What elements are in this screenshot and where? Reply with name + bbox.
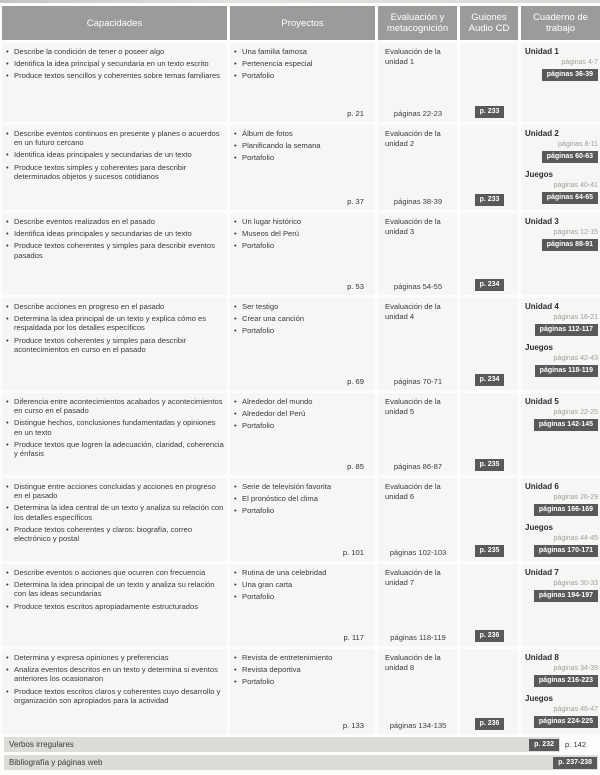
capacidad-item-text: Describe eventos o acciones que ocurren con frecuencia bbox=[14, 568, 206, 577]
proyecto-item bbox=[234, 153, 372, 162]
capacidad-item bbox=[6, 580, 224, 598]
evaluacion-pages: páginas 86-87 bbox=[393, 462, 443, 471]
capacidad-item bbox=[6, 665, 224, 683]
unit-row bbox=[2, 125, 599, 210]
cuaderno-cell bbox=[521, 298, 600, 390]
juegos-paginas-badge: páginas 64-65 bbox=[542, 192, 598, 204]
evaluacion-cell bbox=[378, 298, 457, 390]
cuaderno-cell bbox=[521, 43, 600, 122]
unit-row bbox=[2, 213, 599, 295]
evaluacion-cell bbox=[378, 43, 457, 122]
capacidades-cell bbox=[2, 125, 227, 210]
bullet-icon: • bbox=[234, 326, 237, 336]
bullet-icon: • bbox=[6, 129, 9, 138]
proyecto-item-text: Portafolio bbox=[242, 71, 275, 81]
bullet-icon: • bbox=[234, 229, 237, 239]
evaluacion-label: Evaluación de la unidad 6 bbox=[385, 482, 441, 501]
unit-row bbox=[2, 43, 599, 122]
capacidad-item bbox=[6, 503, 224, 521]
capacidad-item bbox=[6, 47, 224, 56]
cuaderno-paginas: páginas 16-21 bbox=[553, 314, 598, 321]
juegos-label: Juegos bbox=[525, 523, 554, 532]
bullet-icon: • bbox=[234, 129, 237, 138]
proyecto-item bbox=[234, 665, 372, 674]
proyecto-item-text: Portafolio bbox=[242, 326, 275, 336]
capacidades-list bbox=[6, 397, 224, 461]
evaluacion-label: Evaluación de la unidad 7 bbox=[385, 568, 441, 587]
bullet-icon: • bbox=[6, 418, 9, 428]
proyecto-item-text: Revista de entretenimiento bbox=[242, 653, 333, 662]
proyectos-list bbox=[234, 47, 372, 84]
guiones-audio-cd-cell bbox=[460, 213, 518, 295]
capacidad-item-text: Describe la condición de tener o poseer algo bbox=[14, 47, 165, 56]
bullet-icon: • bbox=[6, 568, 9, 577]
proyectos-page-number: p. 53 bbox=[347, 282, 364, 291]
proyecto-item-text: Museos del Perú bbox=[242, 229, 299, 239]
proyecto-item bbox=[234, 141, 372, 150]
proyecto-item bbox=[234, 653, 372, 662]
bullet-icon: • bbox=[234, 653, 237, 662]
capacidades-list bbox=[6, 302, 224, 357]
bullet-icon: • bbox=[234, 217, 237, 226]
juegos-paginas: páginas 46-47 bbox=[553, 706, 598, 713]
evaluacion-pages: páginas 70-71 bbox=[393, 377, 443, 386]
capacidades-cell bbox=[2, 43, 227, 122]
capacidad-item bbox=[6, 418, 224, 436]
proyecto-item bbox=[234, 421, 372, 430]
evaluacion-label: Evaluación de la unidad 4 bbox=[385, 302, 441, 321]
capacidades-cell bbox=[2, 213, 227, 295]
bullet-icon: • bbox=[234, 665, 237, 675]
proyecto-item bbox=[234, 47, 372, 56]
capacidad-item-text: Distingue hechos, conclusiones fundamentadas y opiniones en un texto bbox=[14, 418, 216, 437]
evaluacion-pages: páginas 118-119 bbox=[390, 633, 446, 642]
cuaderno-unidad-label: Unidad 5 bbox=[525, 397, 559, 406]
capacidad-item bbox=[6, 525, 224, 543]
capacidad-item bbox=[6, 653, 224, 662]
cuaderno-paginas-badge: páginas 60-63 bbox=[542, 151, 598, 163]
evaluacion-cell bbox=[378, 564, 457, 646]
proyecto-item bbox=[234, 241, 372, 250]
bullet-icon: • bbox=[6, 229, 9, 239]
evaluacion-cell bbox=[378, 213, 457, 295]
capacidad-item bbox=[6, 163, 224, 181]
capacidad-item-text: Produce textos coherentes y simples para describir eventos pasados bbox=[14, 241, 215, 260]
proyecto-item bbox=[234, 71, 372, 80]
bullet-icon: • bbox=[6, 59, 9, 69]
proyecto-item-text: Álbum de fotos bbox=[242, 129, 293, 138]
proyecto-item-text: Ser testigo bbox=[242, 302, 279, 311]
guiones-audio-cd-cell bbox=[460, 393, 518, 475]
evaluacion-pages: páginas 102-103 bbox=[389, 548, 447, 557]
bullet-icon: • bbox=[6, 150, 9, 160]
column-header-evaluacion: Evaluación y metacognición bbox=[378, 6, 457, 40]
capacidad-item-text: Determina y expresa opiniones y preferencias bbox=[14, 653, 169, 662]
bullet-icon: • bbox=[6, 217, 9, 226]
bullet-icon: • bbox=[6, 601, 9, 611]
proyectos-page-number: p. 117 bbox=[343, 633, 364, 642]
guiones-audio-cd-cell bbox=[460, 649, 518, 734]
guiones-audio-cd-cell bbox=[460, 564, 518, 646]
proyectos-cell bbox=[230, 43, 375, 122]
proyectos-cell bbox=[230, 393, 375, 475]
proyectos-list bbox=[234, 653, 372, 690]
footer-row-bibliografia bbox=[4, 755, 598, 770]
juegos-paginas: páginas 44-45 bbox=[553, 535, 598, 542]
capacidad-item-text: Produce textos simples y coherentes para describir determinados objetos y sucesos cotidianos bbox=[14, 162, 187, 181]
bullet-icon: • bbox=[234, 59, 237, 69]
bullet-icon: • bbox=[234, 302, 237, 311]
capacidad-item bbox=[6, 440, 224, 458]
cuaderno-unidad-label: Unidad 8 bbox=[525, 653, 559, 662]
verbos-irregulares-extra-page: p. 142 bbox=[565, 740, 587, 749]
cuaderno-paginas-badge: páginas 36-39 bbox=[542, 69, 598, 81]
cuaderno-cell bbox=[521, 393, 600, 475]
bullet-icon: • bbox=[6, 482, 9, 491]
proyecto-item-text: Portafolio bbox=[242, 506, 275, 516]
proyectos-list bbox=[234, 302, 372, 339]
capacidades-list bbox=[6, 653, 224, 708]
capacidad-item bbox=[6, 314, 224, 332]
capacidad-item bbox=[6, 336, 224, 354]
proyecto-item bbox=[234, 326, 372, 335]
capacidad-item-text: Produce textos escritos apropiadamente estructurados bbox=[14, 601, 199, 611]
capacidad-item-text: Identifica la idea principal y secundaria en un texto escrito bbox=[14, 59, 209, 69]
proyectos-page-number: p. 37 bbox=[347, 197, 364, 206]
proyecto-item bbox=[234, 568, 372, 577]
evaluacion-label: Evaluación de la unidad 3 bbox=[385, 217, 441, 236]
evaluacion-label: Evaluación de la unidad 2 bbox=[385, 129, 441, 148]
bullet-icon: • bbox=[234, 409, 237, 419]
proyectos-list bbox=[234, 217, 372, 254]
audio-cd-page-badge: p. 234 bbox=[475, 374, 505, 386]
capacidad-item bbox=[6, 687, 224, 705]
proyecto-item bbox=[234, 494, 372, 503]
bullet-icon: • bbox=[234, 153, 237, 163]
evaluacion-cell bbox=[378, 649, 457, 734]
audio-cd-page-badge: p. 235 bbox=[475, 545, 505, 557]
cuaderno-cell bbox=[521, 478, 600, 561]
cuaderno-unidad-label: Unidad 6 bbox=[525, 482, 559, 491]
bullet-icon: • bbox=[234, 241, 237, 251]
capacidad-item bbox=[6, 482, 224, 500]
proyectos-page-number: p. 69 bbox=[347, 377, 364, 386]
bullet-icon: • bbox=[6, 71, 9, 81]
audio-cd-page-badge: p. 235 bbox=[475, 459, 505, 471]
proyectos-list bbox=[234, 129, 372, 166]
proyectos-cell bbox=[230, 649, 375, 734]
cuaderno-paginas-badge: páginas 142-145 bbox=[534, 419, 598, 431]
bullet-icon: • bbox=[6, 503, 9, 513]
capacidades-cell bbox=[2, 649, 227, 734]
capacidad-item bbox=[6, 397, 224, 415]
bullet-icon: • bbox=[234, 71, 237, 81]
proyecto-item bbox=[234, 314, 372, 323]
proyecto-item-text: Alrededor del mundo bbox=[242, 397, 313, 406]
capacidad-item-text: Determina la idea central de un texto y analiza su relación con los detalles específicos bbox=[14, 503, 224, 522]
proyectos-cell bbox=[230, 125, 375, 210]
unit-row bbox=[2, 478, 599, 561]
proyectos-list bbox=[234, 568, 372, 605]
proyecto-item-text: El pronóstico del clima bbox=[242, 494, 318, 504]
bullet-icon: • bbox=[234, 314, 237, 324]
capacidad-item-text: Describe eventos realizados en el pasado bbox=[14, 217, 155, 226]
bibliografia-badge: p. 237-238 bbox=[553, 757, 597, 769]
scan-edge-artifact bbox=[0, 0, 600, 3]
column-header-capacidades: Capacidades bbox=[2, 6, 227, 40]
bullet-icon: • bbox=[234, 580, 237, 590]
proyectos-page-number: p. 21 bbox=[347, 109, 364, 118]
bullet-icon: • bbox=[234, 47, 237, 56]
proyecto-item-text: Planificando la semana bbox=[242, 141, 321, 151]
proyectos-page-number: p. 101 bbox=[342, 548, 364, 557]
bullet-icon: • bbox=[234, 397, 237, 406]
cuaderno-paginas-badge: páginas 88-91 bbox=[542, 239, 598, 251]
bullet-icon: • bbox=[6, 439, 9, 449]
evaluacion-pages: páginas 54-55 bbox=[393, 282, 443, 291]
capacidades-list bbox=[6, 217, 224, 263]
evaluacion-cell bbox=[378, 125, 457, 210]
proyectos-cell bbox=[230, 564, 375, 646]
cuaderno-paginas-badge: páginas 194-197 bbox=[534, 590, 598, 602]
unit-rows-container bbox=[2, 43, 599, 734]
proyectos-list bbox=[234, 397, 372, 434]
cuaderno-paginas: páginas 22-25 bbox=[553, 409, 598, 416]
bullet-icon: • bbox=[6, 335, 9, 345]
audio-cd-page-badge: p. 233 bbox=[475, 106, 505, 118]
unit-row bbox=[2, 393, 599, 475]
cuaderno-unidad-label: Unidad 3 bbox=[525, 217, 559, 226]
cuaderno-paginas: páginas 8-11 bbox=[558, 141, 598, 148]
cuaderno-paginas-badge: páginas 216-223 bbox=[534, 675, 598, 687]
proyectos-page-number: p. 85 bbox=[347, 462, 364, 471]
proyecto-item-text: Una gran carta bbox=[242, 580, 293, 590]
footer-row-verbos-irregulares bbox=[4, 737, 598, 752]
proyecto-item-text: Rutina de una celebridad bbox=[242, 568, 327, 577]
proyectos-list bbox=[234, 482, 372, 519]
proyectos-page-number: p. 133 bbox=[342, 721, 364, 730]
table-header-row bbox=[2, 6, 599, 40]
cuaderno-paginas: páginas 26-29 bbox=[553, 494, 598, 501]
proyecto-item bbox=[234, 217, 372, 226]
proyecto-item-text: Portafolio bbox=[242, 592, 275, 602]
capacidad-item-text: Produce textos que logren la adecuación, claridad, coherencia y énfasis bbox=[14, 439, 224, 459]
proyectos-cell bbox=[230, 213, 375, 295]
guiones-audio-cd-cell bbox=[460, 125, 518, 210]
cuaderno-cell bbox=[521, 213, 600, 295]
column-header-guiones-audio-cd: Guiones Audio CD bbox=[460, 6, 518, 40]
evaluacion-pages: páginas 38-39 bbox=[393, 197, 443, 206]
proyecto-item-text: Portafolio bbox=[242, 677, 275, 687]
capacidad-item bbox=[6, 302, 224, 311]
cuaderno-paginas: páginas 12-15 bbox=[553, 229, 598, 236]
proyecto-item bbox=[234, 482, 372, 491]
bullet-icon: • bbox=[6, 524, 9, 534]
audio-cd-page-badge: p. 236 bbox=[475, 718, 505, 730]
proyecto-item-text: Un lugar histórico bbox=[242, 217, 302, 226]
bullet-icon: • bbox=[234, 494, 237, 504]
capacidad-item-text: Produce textos coherentes y claros: biografía, correo electrónico y postal bbox=[14, 524, 193, 544]
cuaderno-cell bbox=[521, 564, 600, 646]
evaluacion-label: Evaluación de la unidad 5 bbox=[385, 397, 441, 416]
cuaderno-unidad-label: Unidad 1 bbox=[525, 47, 559, 56]
bullet-icon: • bbox=[6, 653, 9, 662]
bullet-icon: • bbox=[6, 397, 9, 406]
bullet-icon: • bbox=[6, 302, 9, 311]
bullet-icon: • bbox=[234, 141, 237, 151]
capacidades-cell bbox=[2, 298, 227, 390]
juegos-paginas-badge: páginas 170-171 bbox=[534, 545, 598, 557]
bullet-icon: • bbox=[234, 677, 237, 687]
verbos-irregulares-label: Verbos irregulares bbox=[9, 740, 74, 749]
evaluacion-cell bbox=[378, 393, 457, 475]
proyecto-item-text: Una familia famosa bbox=[242, 47, 307, 56]
capacidades-cell bbox=[2, 393, 227, 475]
verbos-irregulares-band bbox=[4, 737, 560, 752]
proyecto-item-text: Portafolio bbox=[242, 153, 275, 163]
capacidad-item bbox=[6, 71, 224, 80]
proyecto-item bbox=[234, 129, 372, 138]
audio-cd-page-badge: p. 234 bbox=[475, 279, 505, 291]
capacidad-item bbox=[6, 150, 224, 159]
juegos-paginas: páginas 40-41 bbox=[553, 182, 598, 189]
capacidad-item bbox=[6, 59, 224, 68]
juegos-paginas-badge: páginas 224-225 bbox=[534, 716, 598, 728]
capacidad-item bbox=[6, 241, 224, 259]
bullet-icon: • bbox=[6, 314, 9, 324]
proyecto-item bbox=[234, 409, 372, 418]
unit-row bbox=[2, 649, 599, 734]
capacidad-item-text: Diferencia entre acontecimientos acabados y acontecimientos en curso en el pasado bbox=[14, 397, 223, 416]
proyecto-item-text: Portafolio bbox=[242, 241, 275, 251]
capacidad-item-text: Describe eventos continuos en presente y planes o acuerdos en un futuro cercano bbox=[14, 129, 220, 148]
capacidades-cell bbox=[2, 564, 227, 646]
proyecto-item-text: Alrededor del Perú bbox=[242, 409, 306, 419]
capacidad-item-text: Produce textos sencillos y coherentes sobre temas familiares bbox=[14, 71, 220, 81]
proyectos-cell bbox=[230, 298, 375, 390]
evaluacion-pages: páginas 22-23 bbox=[393, 109, 443, 118]
bullet-icon: • bbox=[6, 580, 9, 590]
proyecto-item bbox=[234, 59, 372, 68]
cuaderno-paginas-badge: páginas 112-117 bbox=[535, 324, 598, 336]
cuaderno-paginas: páginas 30-33 bbox=[553, 580, 598, 587]
column-header-cuaderno-de-trabajo: Cuaderno de trabajo bbox=[521, 6, 600, 40]
proyecto-item-text: Serie de televisión favorita bbox=[242, 482, 332, 491]
proyecto-item bbox=[234, 229, 372, 238]
cuaderno-cell bbox=[521, 649, 600, 734]
bullet-icon: • bbox=[234, 506, 237, 516]
bullet-icon: • bbox=[234, 592, 237, 602]
capacidades-list bbox=[6, 568, 224, 614]
capacidad-item-text: Determina la idea principal de un texto y analiza su relación con las ideas secundarias bbox=[14, 580, 215, 599]
juegos-paginas: páginas 42-43 bbox=[553, 355, 598, 362]
evaluacion-pages: páginas 134-135 bbox=[389, 721, 447, 730]
capacidades-list bbox=[6, 47, 224, 84]
proyecto-item-text: Crear una canción bbox=[242, 314, 305, 324]
verbos-irregulares-badge: p. 232 bbox=[529, 739, 559, 751]
capacidad-item bbox=[6, 568, 224, 577]
bullet-icon: • bbox=[6, 665, 9, 675]
proyectos-cell bbox=[230, 478, 375, 561]
bullet-icon: • bbox=[6, 686, 9, 696]
capacidad-item-text: Identifica ideas principales y secundarias de un texto bbox=[14, 150, 192, 160]
proyecto-item bbox=[234, 677, 372, 686]
guiones-audio-cd-cell bbox=[460, 298, 518, 390]
cuaderno-unidad-label: Unidad 2 bbox=[525, 129, 559, 138]
capacidades-cell bbox=[2, 478, 227, 561]
unit-row bbox=[2, 564, 599, 646]
guiones-audio-cd-cell bbox=[460, 478, 518, 561]
capacidad-item-text: Produce textos coherentes y simples para describir acontecimientos en curso en el pasado bbox=[14, 335, 187, 354]
guiones-audio-cd-cell bbox=[460, 43, 518, 122]
cuaderno-cell bbox=[521, 125, 600, 210]
capacidad-item bbox=[6, 229, 224, 238]
bullet-icon: • bbox=[6, 241, 9, 251]
bullet-icon: • bbox=[234, 482, 237, 491]
bullet-icon: • bbox=[6, 162, 9, 172]
juegos-label: Juegos bbox=[525, 694, 554, 703]
capacidad-item-text: Determina la idea principal de un texto y explica cómo es respaldada por los detalles específicos bbox=[14, 314, 207, 333]
capacidad-item-text: Identifica ideas principales y secundarias de un texto bbox=[14, 229, 192, 239]
bibliografia-band bbox=[4, 755, 598, 770]
proyecto-item bbox=[234, 302, 372, 311]
proyecto-item-text: Portafolio bbox=[242, 421, 275, 431]
cuaderno-paginas: páginas 34-39 bbox=[553, 665, 598, 672]
capacidad-item-text: Analiza eventos descritos en un texto y determina si eventos anteriores los ocasionaron bbox=[14, 665, 218, 684]
cuaderno-unidad-label: Unidad 7 bbox=[525, 568, 559, 577]
capacidad-item-text: Distingue entre acciones concluidas y acciones en progreso en el pasado bbox=[14, 482, 216, 501]
proyecto-item bbox=[234, 397, 372, 406]
unit-row bbox=[2, 298, 599, 390]
evaluacion-label: Evaluación de la unidad 8 bbox=[385, 653, 441, 672]
bullet-icon: • bbox=[234, 568, 237, 577]
bullet-icon: • bbox=[234, 421, 237, 431]
proyecto-item bbox=[234, 592, 372, 601]
column-header-proyectos: Proyectos bbox=[230, 6, 375, 40]
bullet-icon: • bbox=[6, 47, 9, 56]
juegos-label: Juegos bbox=[525, 343, 554, 352]
evaluacion-cell bbox=[378, 478, 457, 561]
cuaderno-unidad-label: Unidad 4 bbox=[525, 302, 559, 311]
capacidad-item bbox=[6, 602, 224, 611]
evaluacion-label: Evaluación de la unidad 1 bbox=[385, 47, 441, 66]
capacidades-list bbox=[6, 482, 224, 546]
cuaderno-paginas: páginas 4-7 bbox=[561, 59, 598, 66]
capacidad-item-text: Describe acciones en progreso en el pasado bbox=[14, 302, 165, 311]
capacidades-list bbox=[6, 129, 224, 184]
audio-cd-page-badge: p. 233 bbox=[475, 194, 505, 206]
proyecto-item-text: Revista deportiva bbox=[242, 665, 301, 675]
proyecto-item bbox=[234, 506, 372, 515]
proyecto-item bbox=[234, 580, 372, 589]
capacidad-item-text: Produce textos escritos claros y coherentes cuyo desarrollo y organización son apropiados para la actividad bbox=[14, 686, 221, 705]
juegos-label: Juegos bbox=[525, 170, 554, 179]
juegos-paginas-badge: páginas 118-119 bbox=[535, 365, 598, 377]
proyecto-item-text: Pertenencia especial bbox=[242, 59, 313, 69]
capacidad-item bbox=[6, 129, 224, 147]
audio-cd-page-badge: p. 236 bbox=[475, 630, 505, 642]
bibliografia-label: Bibliografía y páginas web bbox=[9, 758, 103, 767]
cuaderno-paginas-badge: páginas 166-169 bbox=[534, 504, 598, 516]
capacidad-item bbox=[6, 217, 224, 226]
